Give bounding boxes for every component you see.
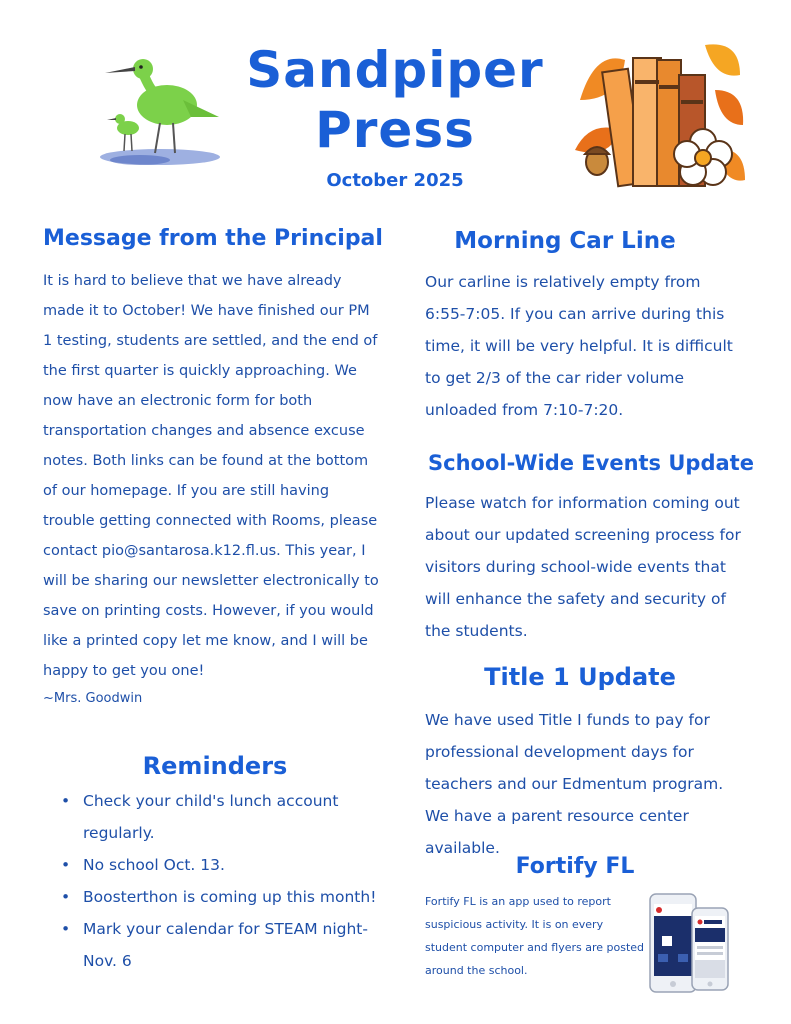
- reminders-list: [43, 785, 383, 977]
- fortify-app-phones: [648, 890, 738, 996]
- car-line-body: Our carline is relatively empty from 6:55-7:05. If you can arrive during this time, it will be very helpful. It is difficult to get 2/3 of the car rider volume unloaded from 7:10-7:20.: [425, 273, 733, 419]
- title-line-2: Press: [315, 101, 475, 159]
- title1-body: We have used Title I funds to pay for professional development days for teachers and our Edmentum program. We have a parent resource center available.: [425, 711, 724, 857]
- list-item: • Check your child's lunch account regularly.: [43, 785, 383, 849]
- sandpiper-illustration: [95, 45, 225, 170]
- reminders-heading: Reminders: [142, 752, 288, 780]
- title-line-1: Sandpiper: [246, 41, 544, 99]
- list-item: • Boosterthon is coming up this month!: [43, 881, 383, 913]
- fortify-heading: Fortify FL: [515, 854, 635, 879]
- principal-signature: ~Mrs. Goodwin: [43, 691, 143, 706]
- list-item: • No school Oct. 13.: [43, 849, 383, 881]
- issue-date: October 2025: [326, 170, 464, 191]
- principal-message: [43, 266, 383, 712]
- principal-body: It is hard to believe that we have already made it to October! We have finished our PM 1 testing, students are settled, and the end of the first quarter is quickly approaching. We now have an electronic form for both transportation changes and absence excuse notes. Both links can be found at the bottom of our homepage. If you are still having trouble getting connected with Rooms, please contact pio@santarosa.k12.fl.us. This year, I will be sharing our newsletter electronically to save on printing costs. However, if you would like a printed copy let me know, and I will be happy to get you one!: [43, 273, 379, 679]
- events-heading: School-Wide Events Update: [428, 451, 754, 475]
- fortify-body: Fortify FL is an app used to report suspicious activity. It is on every student computer and flyers are posted around the school.: [425, 895, 645, 977]
- principal-heading: Message from the Principal: [43, 226, 383, 251]
- car-line-heading: Morning Car Line: [454, 228, 676, 254]
- list-item: • Mark your calendar for STEAM night-Nov. 6: [43, 913, 383, 977]
- events-body: Please watch for information coming out about our updated screening process for visitors during school-wide events that will enhance the safety and security of the students.: [425, 494, 741, 640]
- title1-heading: Title 1 Update: [484, 663, 676, 691]
- books-autumn-illustration: [575, 30, 745, 192]
- newsletter-title: [230, 40, 560, 160]
